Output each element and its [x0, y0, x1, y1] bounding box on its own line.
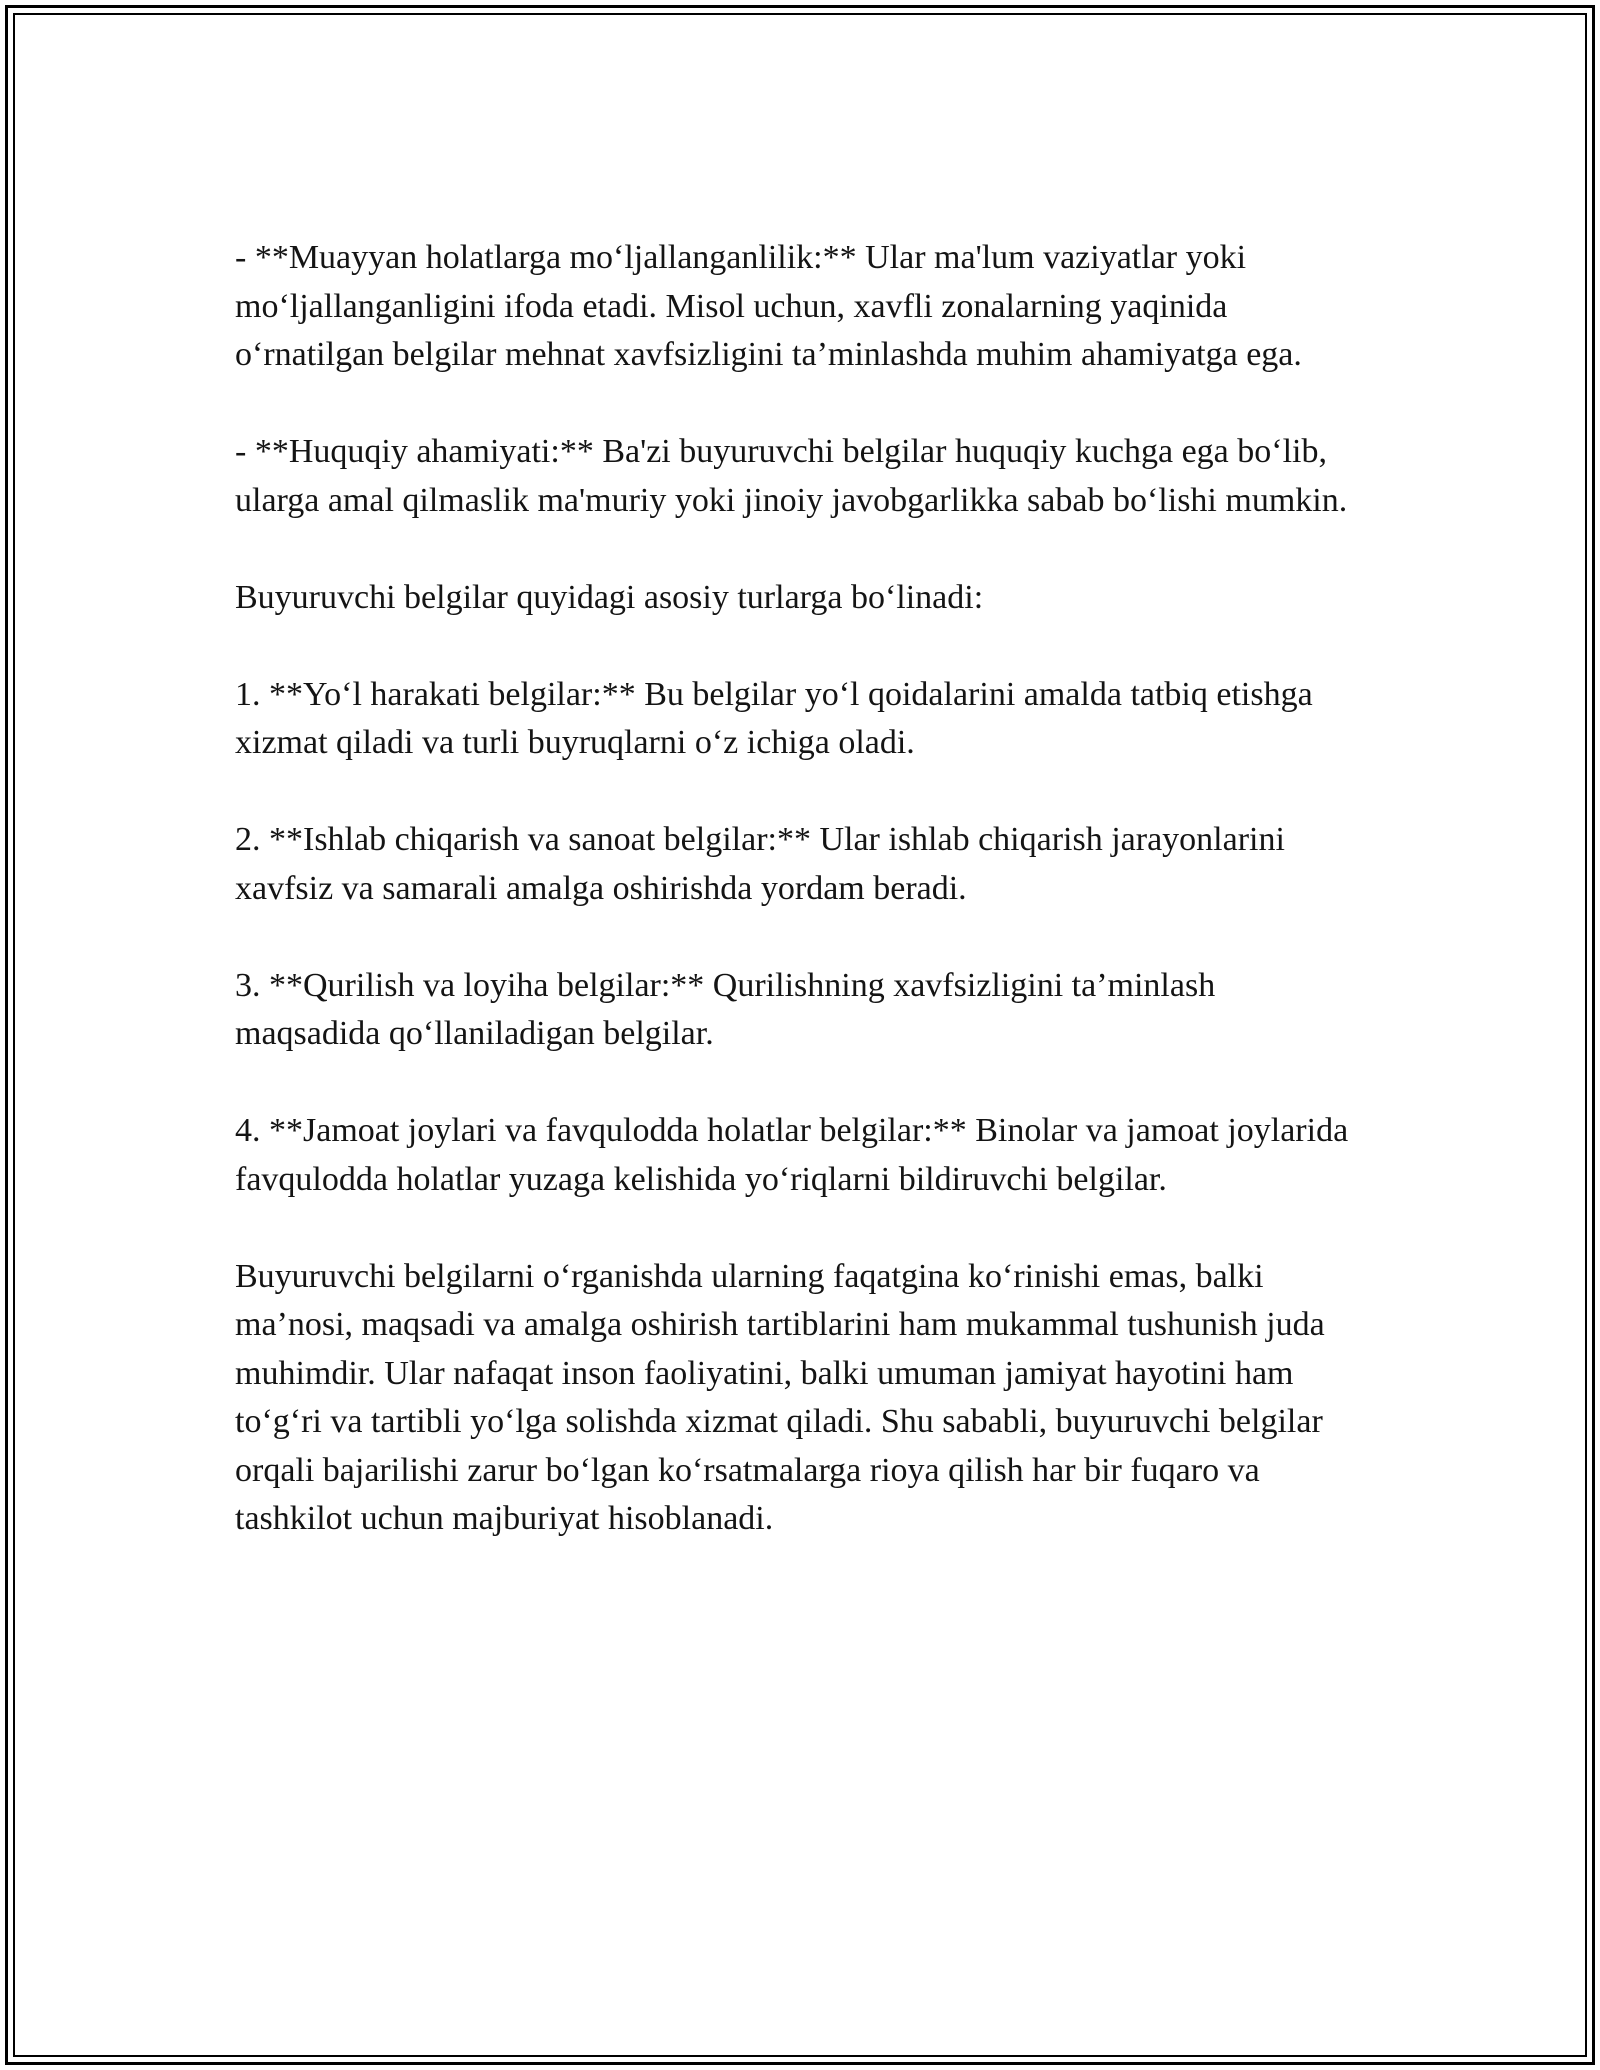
paragraph-muayyan-holatlar: - **Muayyan holatlarga mo‘ljallanganlilik:** Ular ma'lum vaziyatlar yoki mo‘ljallanganligini ifoda etadi. Misol uchun, xavfli zonalarning yaqinida o‘rnatilgan belgilar mehnat xavfsizligini ta’minlashda muhim ahamiyatga ega.	[235, 239, 1302, 373]
document-body	[235, 234, 1365, 1544]
paragraph-huquqiy-ahamiyati: - **Huquqiy ahamiyati:** Ba'zi buyuruvchi belgilar huquqiy kuchga ega bo‘lib, ularga amal qilmaslik ma'muriy yoki jinoiy javobgarlikka sabab bo‘lishi mumkin.	[235, 433, 1348, 519]
paragraph-conclusion: Buyuruvchi belgilarni o‘rganishda ularning faqatgina ko‘rinishi emas, balki ma’nosi, maqsadi va amalga oshirish tartiblarini ham mukammal tushunish juda muhimdir. Ular nafaqat inson faoliyatini, balki umuman jamiyat hayotini ham to‘g‘ri va tartibli yo‘lga solishda xizmat qiladi. Shu sababli, buyuruvchi belgilar orqali bajarilishi zarur bo‘lgan ko‘rsatmalarga rioya qilish har bir fuqaro va tashkilot uchun majburiyat hisoblanadi.	[235, 1257, 1325, 1537]
list-item-jamoat-joylari: 4. **Jamoat joylari va favqulodda holatlar belgilar:** Binolar va jamoat joylarida favqulodda holatlar yuzaga kelishida yo‘riqlarni bildiruvchi belgilar.	[235, 1112, 1349, 1198]
list-item-yol-harakati: 1. **Yo‘l harakati belgilar:** Bu belgilar yo‘l qoidalarini amalda tatbiq etishga xizmat qiladi va turli buyruqlarni o‘z ichiga oladi.	[235, 675, 1313, 761]
paragraph-asosiy-turlar-intro: Buyuruvchi belgilar quyidagi asosiy turlarga bo‘linadi:	[235, 578, 984, 616]
list-item-qurilish: 3. **Qurilish va loyiha belgilar:** Qurilishning xavfsizligini ta’minlash maqsadida qo‘llaniladigan belgilar.	[235, 966, 1216, 1052]
list-item-ishlab-chiqarish: 2. **Ishlab chiqarish va sanoat belgilar:** Ular ishlab chiqarish jarayonlarini xavfsiz va samarali amalga oshirishda yordam beradi.	[235, 821, 1285, 907]
